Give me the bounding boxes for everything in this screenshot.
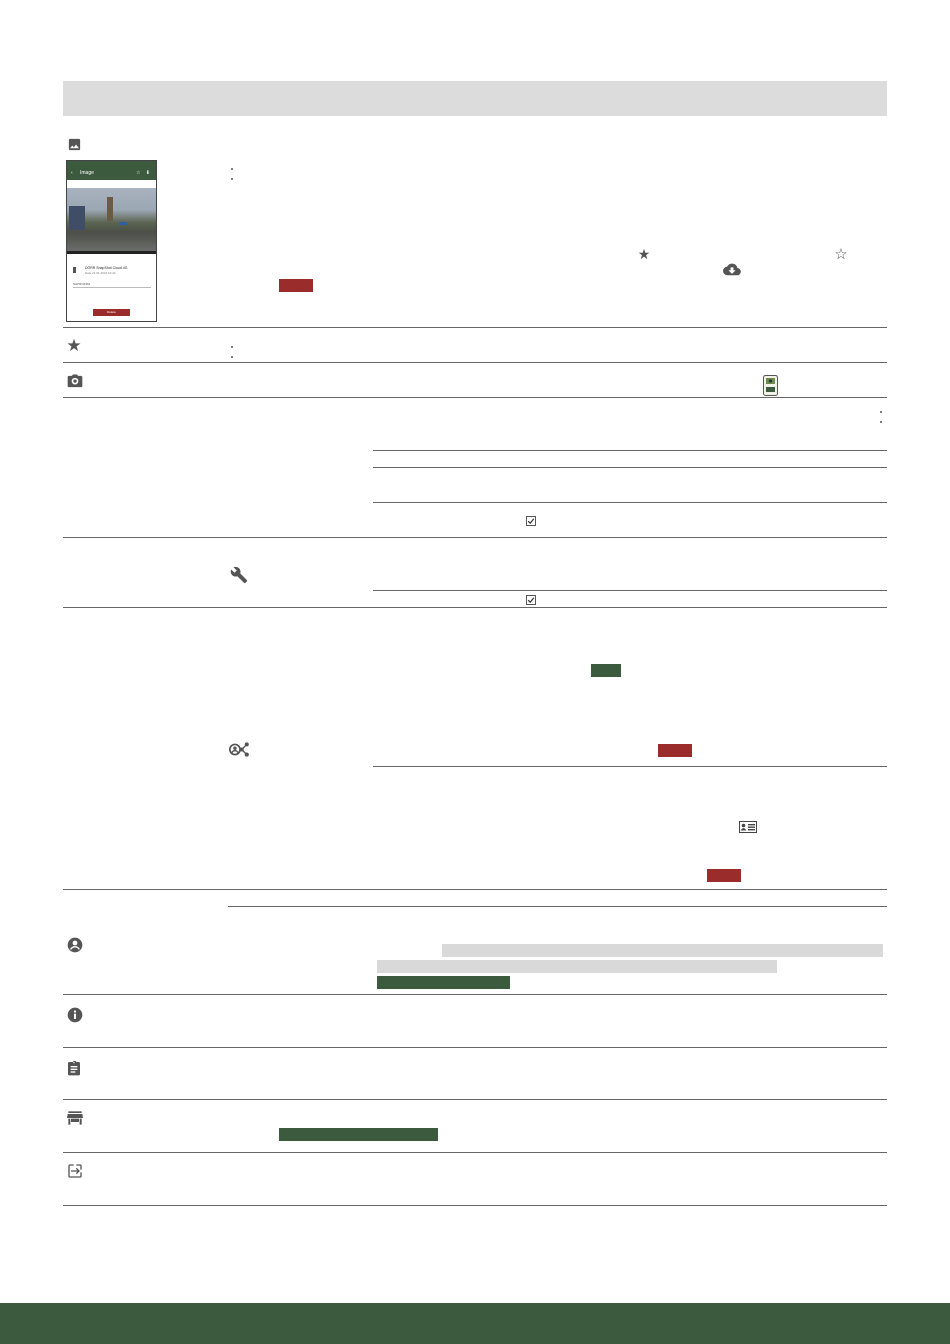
trail-camera-icon: [762, 374, 778, 396]
row-divider: [63, 994, 887, 995]
phone-field-underline: [73, 287, 151, 288]
photo-car: [120, 222, 127, 225]
delete-chip: [279, 279, 313, 292]
back-icon[interactable]: ‹: [71, 170, 73, 176]
row-divider: [63, 889, 887, 890]
sub-divider: [373, 590, 887, 591]
photo-tree: [107, 197, 113, 221]
ok-chip: [591, 664, 621, 677]
row-divider: [63, 362, 887, 363]
camera-icon: [66, 372, 83, 388]
header-bar: [63, 81, 887, 116]
bullet: [231, 346, 233, 348]
sub-divider: [373, 450, 887, 451]
bullet: [880, 421, 882, 423]
device-icon: [73, 267, 76, 273]
info-icon: [66, 1006, 83, 1023]
star-icon: ★: [66, 336, 82, 355]
row-divider: [63, 1047, 887, 1048]
link-chip: [377, 976, 510, 989]
wrench-icon: [229, 565, 249, 585]
phone-date: Date 21.01.2021 10:44: [85, 271, 116, 275]
row-divider: [63, 1205, 887, 1206]
account-icon: [66, 936, 83, 953]
photo-info-strip: [67, 251, 156, 254]
bullet: [231, 356, 233, 358]
phone-device-name: DÖRR SnapShot Cloud 4G: [85, 266, 128, 270]
sub-divider: [373, 766, 887, 767]
clipboard-icon: [66, 1059, 82, 1076]
photo-building: [69, 206, 85, 230]
phone-app-bar: [67, 167, 156, 180]
delete-chip: [658, 744, 692, 757]
row-divider: [63, 607, 887, 608]
row-divider: [63, 397, 887, 398]
star-outline-icon: ☆: [834, 246, 848, 263]
checkbox-icon[interactable]: [525, 594, 536, 605]
bullet: [880, 411, 882, 413]
highlight-bar: [442, 944, 883, 957]
bullet: [231, 178, 233, 180]
bullet: [231, 168, 233, 170]
phone-title: Image: [80, 170, 94, 176]
row-divider: [63, 1152, 887, 1153]
share-user-icon: [229, 740, 251, 758]
sub-divider: [373, 502, 887, 503]
highlight-bar: [377, 960, 777, 973]
row-divider: [63, 537, 887, 538]
cloud-download-icon: [723, 262, 741, 276]
checkbox-icon[interactable]: [525, 515, 536, 526]
footer-bar: [0, 1303, 950, 1344]
sub-divider: [228, 906, 887, 907]
shop-link-chip: [279, 1128, 438, 1141]
sub-divider: [373, 467, 887, 468]
delete-chip: [707, 869, 741, 882]
phone-delete-button[interactable]: Delete: [93, 309, 130, 316]
star-icon: ★: [637, 245, 651, 262]
phone-toolbar-icons[interactable]: ☆ ⬇: [135, 170, 152, 176]
contact-card-icon: [739, 820, 757, 833]
phone-field-label: SHPRG6364: [73, 282, 91, 286]
logout-icon: [66, 1162, 83, 1179]
row-divider: [63, 1099, 887, 1100]
store-icon: [66, 1110, 83, 1125]
phone-screenshot: [66, 160, 157, 322]
row-divider: [63, 327, 887, 328]
image-icon: [66, 136, 82, 152]
